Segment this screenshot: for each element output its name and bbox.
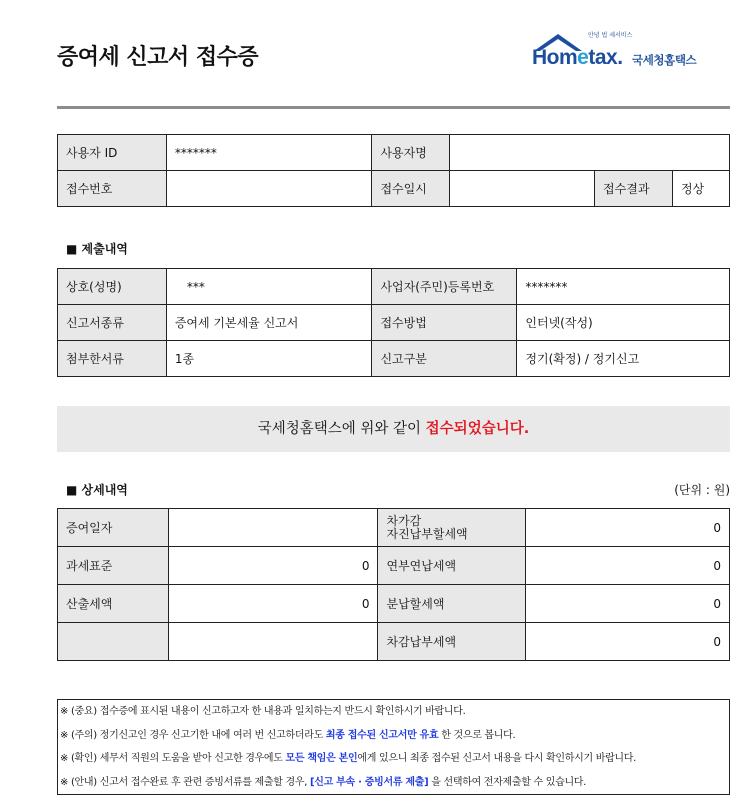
notice-text: 국세청홈택스에 위와 같이 <box>257 421 426 437</box>
gift-date-label: 증여일자 <box>58 509 169 547</box>
net-pay-value: 0 <box>526 623 730 661</box>
deduct-label-line1: 차가감 <box>386 513 422 528</box>
deduct-label <box>378 509 526 547</box>
logo-tagline: 안녕 법 세서비스 <box>588 32 633 39</box>
page-title: 증여세 신고서 접수증 <box>57 45 259 70</box>
header-divider <box>57 106 730 109</box>
detail-table <box>57 508 730 661</box>
company-label: 상호(성명) <box>58 269 167 305</box>
bizno-value: ******* <box>517 269 730 305</box>
user-name-value <box>450 135 730 171</box>
installment-label: 분납할세액 <box>378 585 526 623</box>
table-row <box>58 135 730 171</box>
form-type-label: 신고서종류 <box>58 305 167 341</box>
company-value: *** <box>166 269 372 305</box>
note-text: 에게 있으니 최종 접수된 신고서 내용을 다시 확인하시기 바랍니다. <box>357 753 637 764</box>
table-row <box>58 269 730 305</box>
logo-korean: 국세청홈택스 <box>632 53 697 67</box>
receipt-no-label: 접수번호 <box>58 171 167 207</box>
tax-base-label: 과세표준 <box>58 547 169 585</box>
logo-word-part: tax. <box>588 46 623 69</box>
table-row <box>58 341 730 377</box>
user-info-table <box>57 134 730 207</box>
note-text: 한 것으로 봅니다. <box>438 729 516 741</box>
deduct-label-line2: 자진납부할세액 <box>386 526 468 541</box>
receipt-no-value <box>166 171 372 207</box>
net-pay-label: 차감납부세액 <box>378 623 526 661</box>
empty-label-cell <box>58 623 169 661</box>
user-name-label: 사용자명 <box>372 135 450 171</box>
logo-wordmark <box>532 46 623 70</box>
table-row <box>58 305 730 341</box>
receipt-date-value <box>450 171 595 207</box>
deduct-value: 0 <box>526 509 730 547</box>
table-row <box>58 509 730 547</box>
user-id-value: ******* <box>166 135 372 171</box>
receipt-date-label: 접수일시 <box>372 171 450 207</box>
calc-tax-label: 산출세액 <box>58 585 169 623</box>
table-row <box>58 585 730 623</box>
tax-base-value: 0 <box>168 547 378 585</box>
notice-highlight: 접수되었습니다. <box>425 421 530 437</box>
note-caution <box>58 724 729 748</box>
note-guide <box>58 771 729 795</box>
note-highlight: 모든 책임은 본인 <box>285 753 358 764</box>
notes-box <box>57 699 730 795</box>
form-type-value: 증여세 기본세율 신고서 <box>166 305 372 341</box>
category-label: 신고구분 <box>372 341 517 377</box>
logo-word-part: Hom <box>532 46 578 69</box>
note-text: ※ (확인) 세무서 직원의 도움을 받아 신고한 경우에도 <box>60 753 286 764</box>
note-text: ※ (안내) 신고서 접수완료 후 관련 증빙서류를 제출할 경우, <box>60 776 310 788</box>
note-text: ※ (주의) 정기신고인 경우 신고기한 내에 여러 번 신고하더라도 <box>60 729 326 741</box>
note-highlight: [신고 부속 · 증빙서류 제출] <box>310 776 429 788</box>
receipt-result-value: 정상 <box>673 171 730 207</box>
detail-section-label: ■ 상세내역 <box>66 483 128 497</box>
receipt-result-label: 접수결과 <box>595 171 673 207</box>
attach-label: 첨부한서류 <box>58 341 167 377</box>
table-row <box>58 171 730 207</box>
calc-tax-value: 0 <box>168 585 378 623</box>
method-label: 접수방법 <box>372 305 517 341</box>
note-important: ※ (중요) 접수증에 표시된 내용이 신고하고자 한 내용과 일치하는지 반드시 확인하시기 바랍니다. <box>60 706 466 717</box>
deferred-label: 연부연납세액 <box>378 547 526 585</box>
empty-value-cell <box>168 623 378 661</box>
installment-value: 0 <box>526 585 730 623</box>
gift-date-value <box>168 509 378 547</box>
attach-value: 1종 <box>166 341 372 377</box>
note-highlight: 최종 접수된 신고서만 유효 <box>325 729 439 741</box>
method-value: 인터넷(작성) <box>517 305 730 341</box>
note-confirm <box>58 747 729 771</box>
user-id-label: 사용자 ID <box>58 135 167 171</box>
table-row <box>58 623 730 661</box>
category-value: 정기(확정) / 정기신고 <box>517 341 730 377</box>
deferred-value: 0 <box>526 547 730 585</box>
table-row <box>58 547 730 585</box>
submission-table <box>57 268 730 377</box>
receipt-notice <box>57 406 730 452</box>
unit-label: (단위 : 원) <box>674 483 730 497</box>
logo-word-e: e <box>577 46 589 69</box>
hometax-logo <box>532 30 722 74</box>
submission-section-label: ■ 제출내역 <box>66 242 128 256</box>
note-text: 을 선택하여 전자제출할 수 있습니다. <box>428 776 587 788</box>
bizno-label: 사업자(주민)등록번호 <box>372 269 517 305</box>
